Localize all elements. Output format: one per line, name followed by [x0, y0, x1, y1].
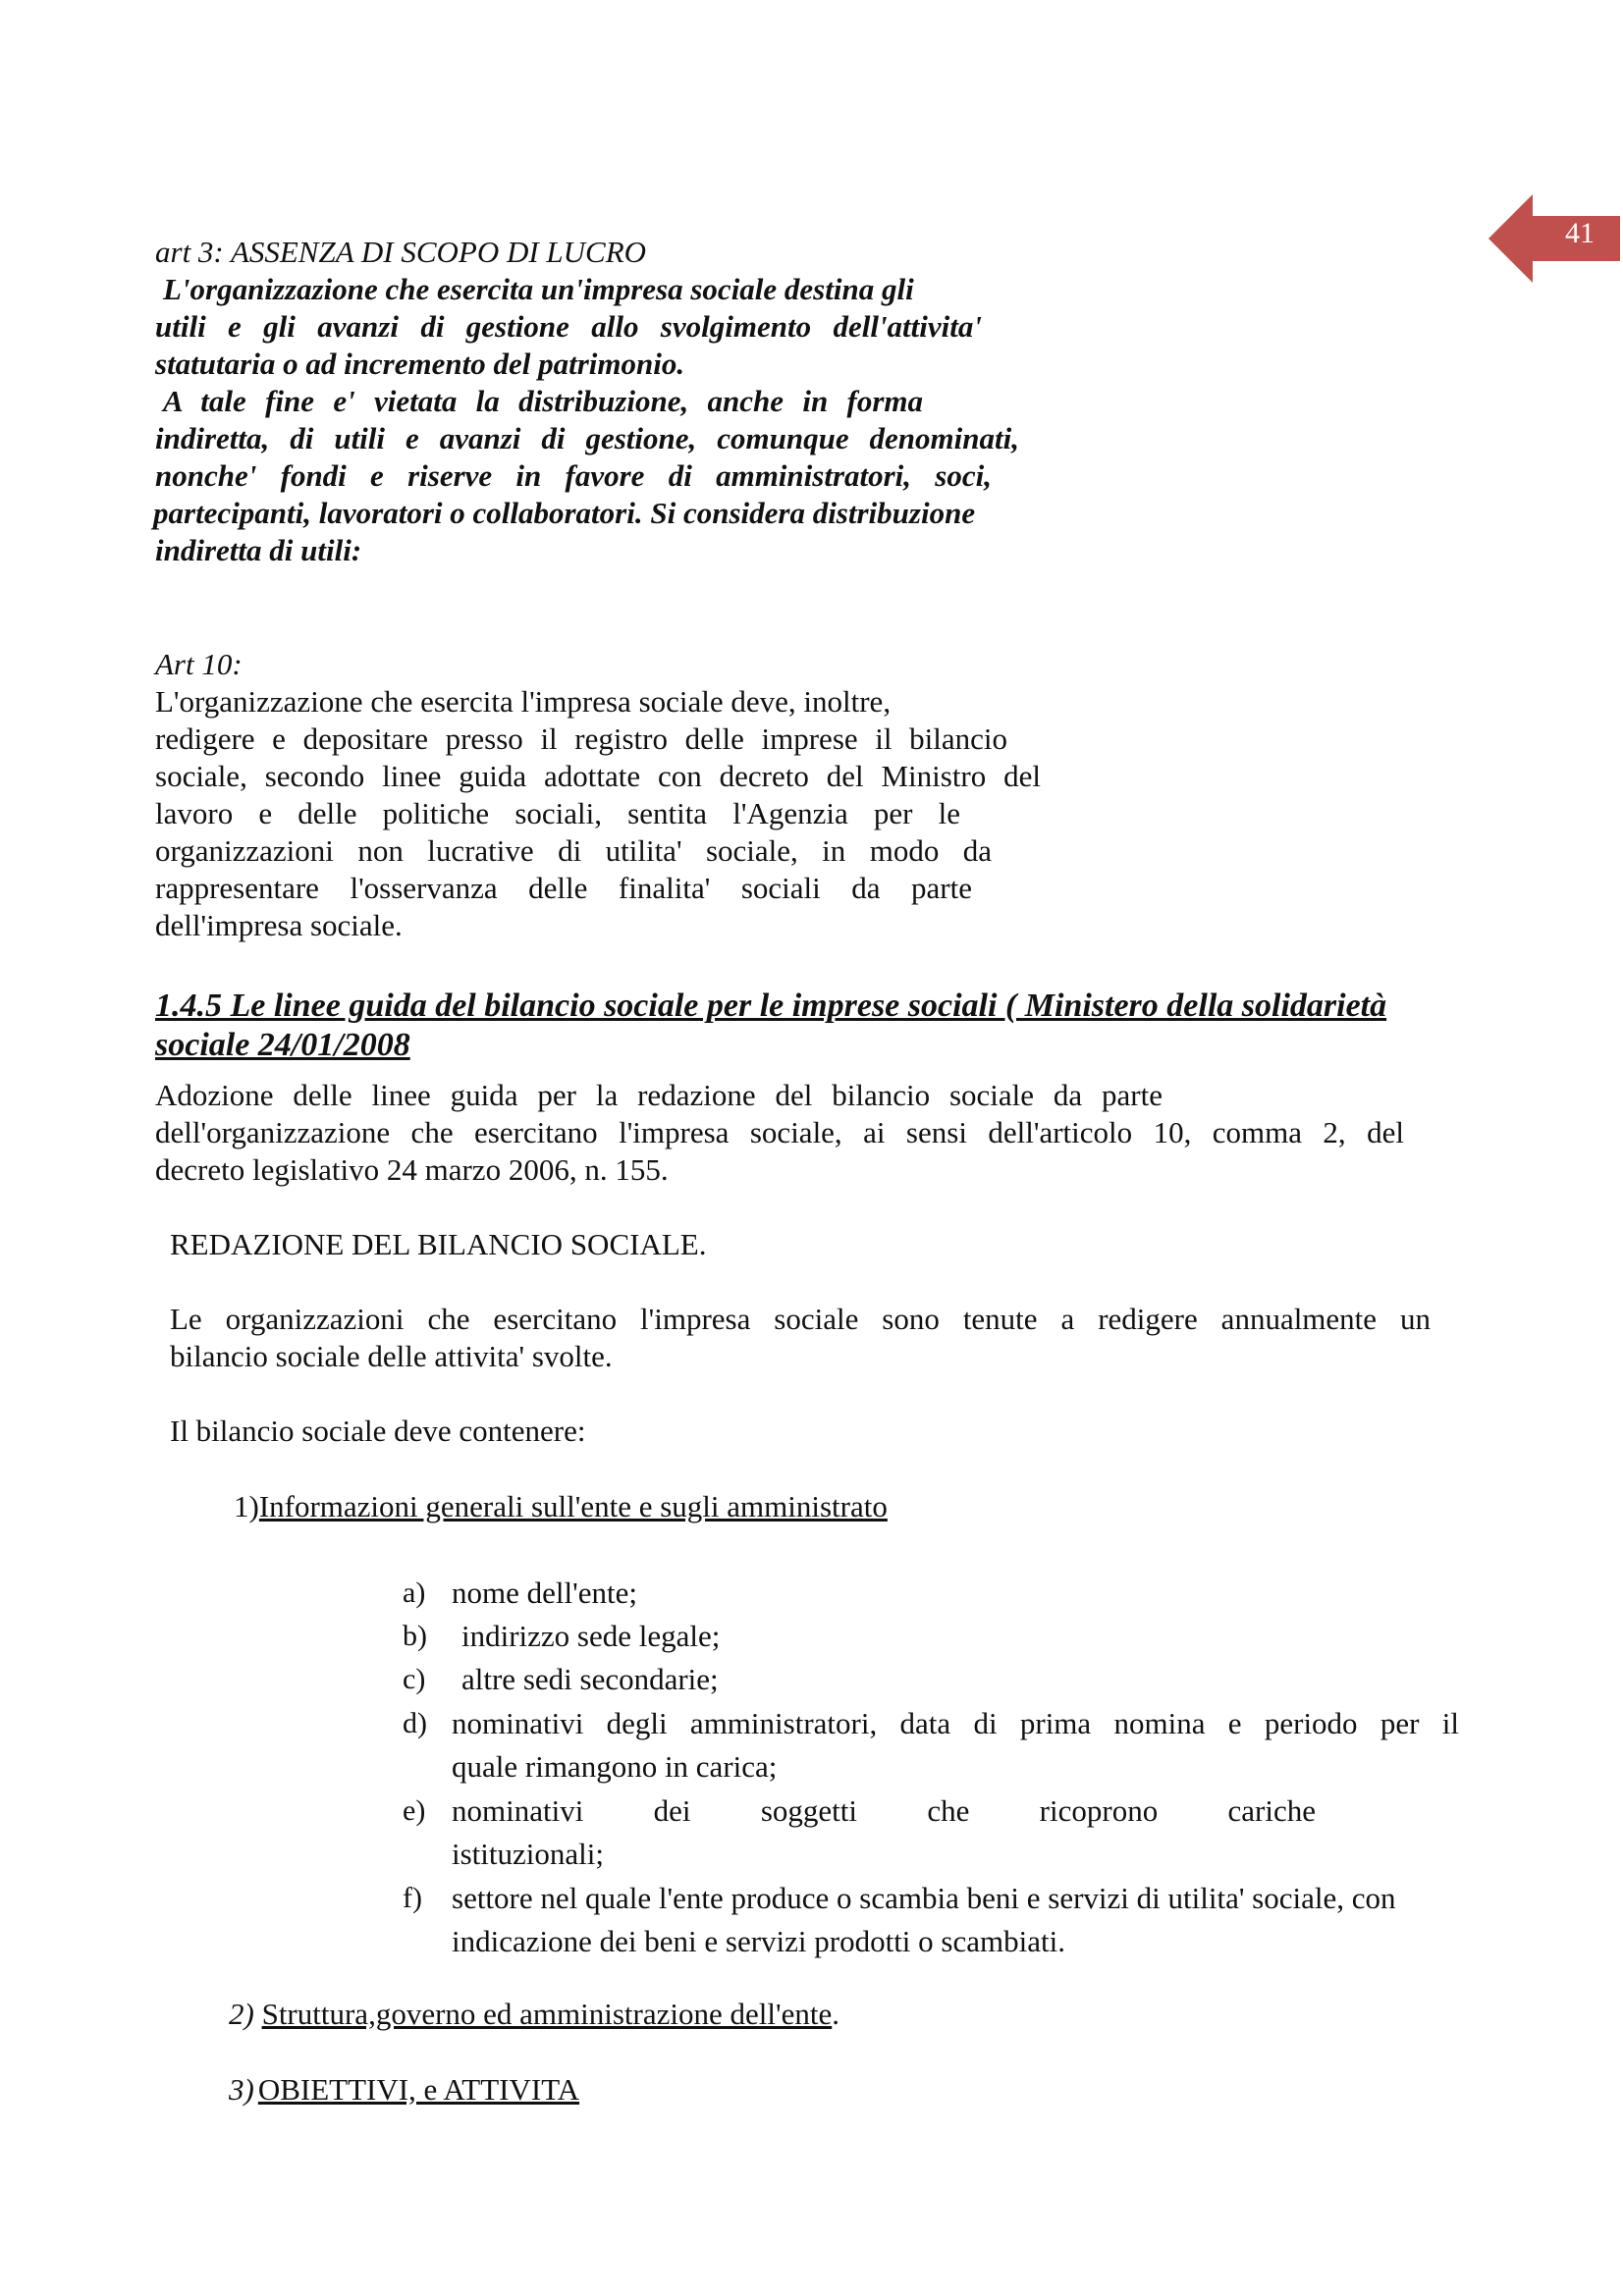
- subitem-d-line-2: quale rimangono in carica;: [452, 1749, 778, 1784]
- subitem-f-line-1: settore nel quale l'ente produce o scambia beni e servizi di utilita' sociale, con: [452, 1881, 1396, 1915]
- subitem-e-line-1: nominativi dei soggetti che ricoprono cariche: [452, 1793, 1316, 1828]
- subitem-a-text: nome dell'ente;: [452, 1575, 637, 1610]
- subitem-e-label: e): [403, 1794, 426, 1827]
- point-1-text: Informazioni generali sull'ente e sugli amministrato: [258, 1489, 888, 1523]
- art10-line-7: dell'impresa sociale.: [155, 908, 403, 942]
- subitem-c-label: c): [403, 1663, 426, 1695]
- art3-line-4: A tale fine e' vietata la distribuzione, anche in forma: [163, 384, 923, 418]
- art10-line-6: rappresentare l'osservanza delle finalita' sociali da parte: [155, 871, 972, 905]
- subitem-d-line-1: nominativi degli amministratori, data di prima nomina e periodo per il: [452, 1706, 1459, 1740]
- art10-line-3: sociale, secondo linee guida adottate con decreto del Ministro del: [155, 759, 1041, 793]
- art10-title: Art 10:: [155, 647, 243, 681]
- page-number: 41: [1565, 217, 1595, 249]
- subitem-a-label: a): [403, 1576, 426, 1609]
- subitem-f-line-2: indicazione dei beni e servizi prodotti o scambiati.: [452, 1924, 1065, 1958]
- subitem-c-text: altre sedi secondarie;: [461, 1662, 719, 1696]
- section-heading-line-1: 1.4.5 Le linee guida del bilancio sociale per le imprese sociali ( Ministero della solidarietà: [155, 988, 1387, 1024]
- point-2: [229, 1996, 839, 2033]
- art10-line-5: organizzazioni non lucrative di utilita' sociale, in modo da: [155, 833, 992, 868]
- intro-line-3: decreto legislativo 24 marzo 2006, n. 155.: [155, 1152, 669, 1187]
- art3-line-8: indiretta di utili:: [155, 533, 362, 567]
- redazione-line-2: bilancio sociale delle attivita' svolte.: [170, 1339, 613, 1373]
- point-3-number: 3): [229, 2072, 254, 2107]
- subitem-e-line-2: istituzionali;: [452, 1837, 604, 1871]
- art10-line-2: redigere e depositare presso il registro delle imprese il bilancio: [155, 721, 1007, 756]
- art3-line-3: statutaria o ad incremento del patrimonio.: [155, 347, 685, 381]
- subitem-d-label: d): [403, 1707, 427, 1739]
- art3-line-2: utili e gli avanzi di gestione allo svolgimento dell'attivita': [155, 309, 982, 344]
- art3-line-1: L'organizzazione che esercita un'impresa sociale destina gli: [163, 272, 914, 306]
- intro-line-1: Adozione delle linee guida per la redazione del bilancio sociale da parte: [155, 1078, 1163, 1112]
- art3-line-6: nonche' fondi e riserve in favore di amministratori, soci,: [155, 458, 992, 493]
- point-3-text: OBIETTIVI, e ATTIVITA: [257, 2072, 580, 2107]
- page-number-marker: [1488, 194, 1620, 283]
- point-2-text: Struttura,governo ed amministrazione dell'ente: [261, 1997, 833, 2031]
- art3-title: art 3: ASSENZA DI SCOPO DI LUCRO: [155, 235, 647, 269]
- point-2-period: .: [832, 1997, 839, 2031]
- subitem-f-label: f): [403, 1882, 422, 1914]
- section-heading-line-2: sociale 24/01/2008: [155, 1027, 410, 1063]
- point-1-number: 1): [234, 1489, 259, 1523]
- art10-line-1: L'organizzazione che esercita l'impresa sociale deve, inoltre,: [155, 684, 892, 719]
- redazione-line-1: Le organizzazioni che esercitano l'impresa sociale sono tenute a redigere annualmente un: [170, 1302, 1431, 1336]
- point-1: [234, 1488, 888, 1525]
- art10-line-4: lavoro e delle politiche sociali, sentita l'Agenzia per le: [155, 796, 960, 830]
- point-3: [229, 2071, 579, 2109]
- art3-line-7: partecipanti, lavoratori o collaboratori. Si considera distribuzione: [153, 496, 976, 530]
- point-2-number: 2): [229, 1997, 254, 2031]
- intro-line-2: dell'organizzazione che esercitano l'impresa sociale, ai sensi dell'articolo 10, comma 2, del: [155, 1115, 1404, 1149]
- contenere-text: Il bilancio sociale deve contenere:: [170, 1414, 586, 1448]
- subitem-b-label: b): [403, 1620, 427, 1652]
- art3-line-5: indiretta, di utili e avanzi di gestione, comunque denominati,: [155, 421, 1019, 455]
- subitem-b-text: indirizzo sede legale;: [461, 1619, 721, 1653]
- redazione-title: REDAZIONE DEL BILANCIO SOCIALE.: [170, 1227, 707, 1261]
